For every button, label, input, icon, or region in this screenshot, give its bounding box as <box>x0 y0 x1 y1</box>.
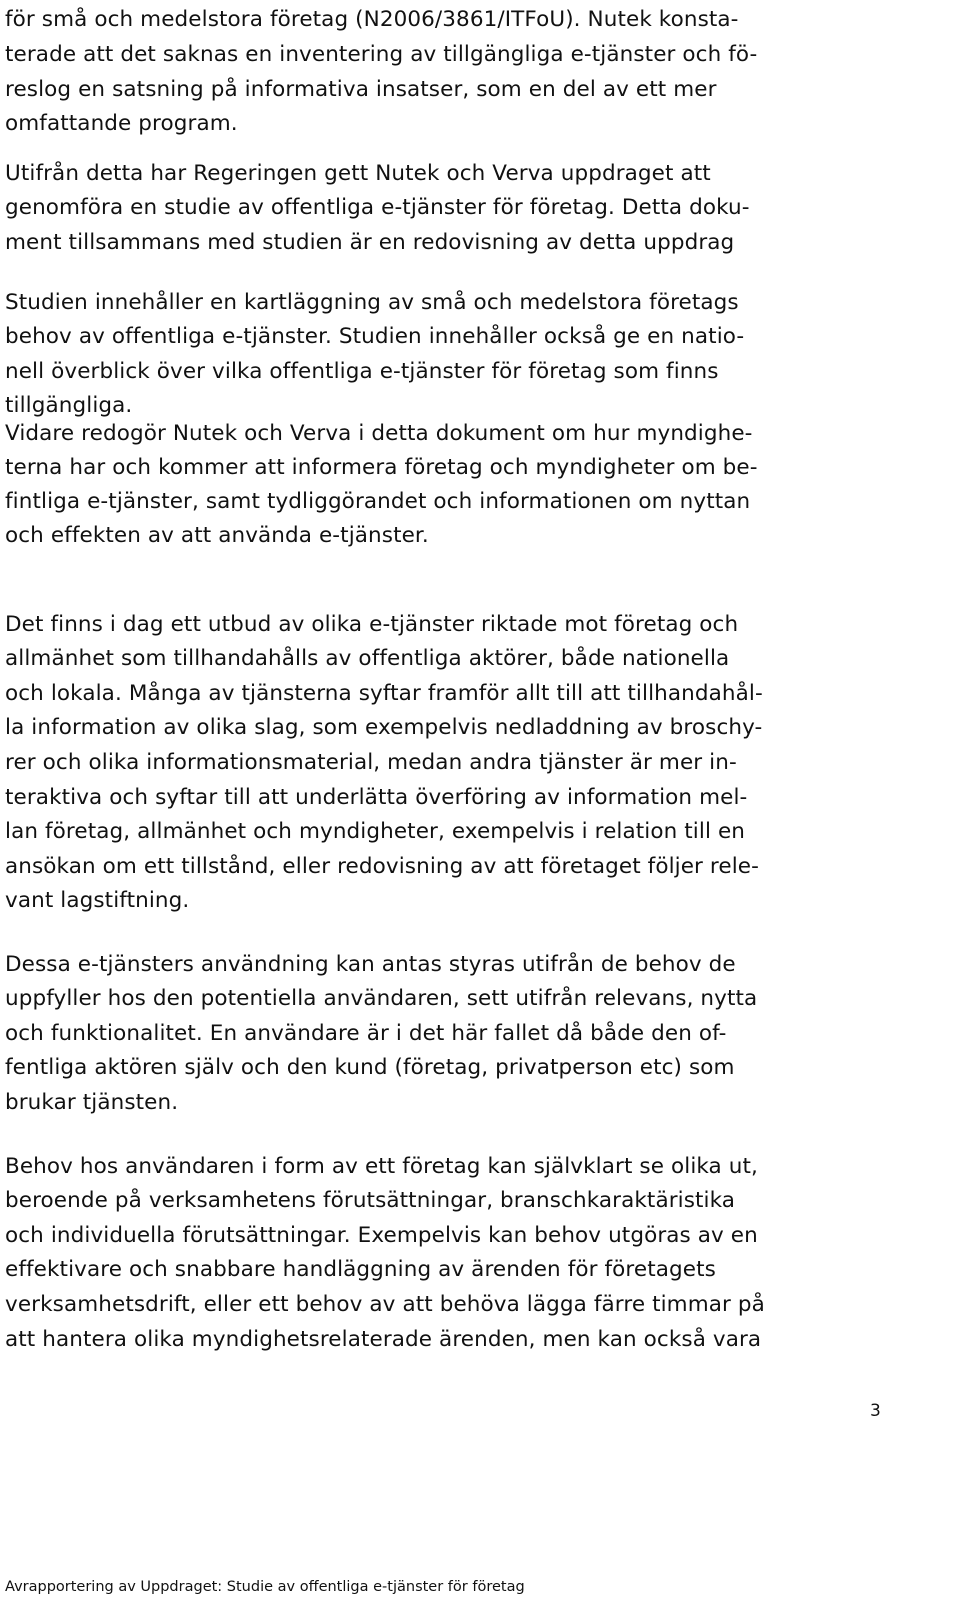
paragraph-3-line-2: behov av offentliga e-tjänster. Studien innehåller också ge en natio- <box>5 324 745 349</box>
paragraph-5-line-9: vant lagstiftning. <box>5 888 190 913</box>
paragraph-7-line-6: att hantera olika myndighetsrelaterade ärenden, men kan också vara <box>5 1327 762 1352</box>
paragraph-5-line-3: och lokala. Många av tjänsterna syftar framför allt till att tillhandahål- <box>5 681 763 706</box>
paragraph-6-line-3: och funktionalitet. En användare är i det här fallet då både den of- <box>5 1021 727 1046</box>
paragraph-4-line-1: Vidare redogör Nutek och Verva i detta dokument om hur myndighe- <box>5 421 753 446</box>
paragraph-1-line-4: omfattande program. <box>5 111 238 136</box>
paragraph-5-line-7: lan företag, allmänhet och myndigheter, exempelvis i relation till en <box>5 819 746 844</box>
paragraph-7-line-4: effektivare och snabbare handläggning av ärenden för företagets <box>5 1257 716 1282</box>
paragraph-5-line-2: allmänhet som tillhandahålls av offentliga aktörer, både nationella <box>5 646 730 671</box>
paragraph-6-line-1: Dessa e-tjänsters användning kan antas styras utifrån de behov de <box>5 952 736 977</box>
paragraph-4-line-2: terna har och kommer att informera företag och myndigheter om be- <box>5 455 758 480</box>
paragraph-7-line-3: och individuella förutsättningar. Exempelvis kan behov utgöras av en <box>5 1223 758 1248</box>
paragraph-4-line-4: och effekten av att använda e-tjänster. <box>5 523 429 548</box>
paragraph-3-line-1: Studien innehåller en kartläggning av små och medelstora företags <box>5 290 739 315</box>
paragraph-6-line-2: uppfyller hos den potentiella användaren, sett utifrån relevans, nytta <box>5 986 758 1011</box>
page-number: 3 <box>870 1401 881 1421</box>
paragraph-2-line-2: genomföra en studie av offentliga e-tjänster för företag. Detta doku- <box>5 195 750 220</box>
paragraph-5-line-5: rer och olika informationsmaterial, medan andra tjänster är mer in- <box>5 750 737 775</box>
paragraph-2-line-1: Utifrån detta har Regeringen gett Nutek och Verva uppdraget att <box>5 161 711 186</box>
paragraph-4-line-3: fintliga e-tjänster, samt tydliggörandet och informationen om nyttan <box>5 489 751 514</box>
paragraph-7-line-1: Behov hos användaren i form av ett företag kan självklart se olika ut, <box>5 1154 758 1179</box>
paragraph-6-line-4: fentliga aktören själv och den kund (företag, privatperson etc) som <box>5 1055 735 1080</box>
paragraph-7-line-5: verksamhetsdrift, eller ett behov av att behöva lägga färre timmar på <box>5 1292 765 1317</box>
paragraph-7-line-2: beroende på verksamhetens förutsättningar, branschkaraktäristika <box>5 1188 736 1213</box>
paragraph-1-line-2: terade att det saknas en inventering av tillgängliga e-tjänster och fö- <box>5 42 758 67</box>
paragraph-5-line-1: Det finns i dag ett utbud av olika e-tjänster riktade mot företag och <box>5 612 739 637</box>
paragraph-3-line-3: nell överblick över vilka offentliga e-tjänster för företag som finns <box>5 359 719 384</box>
paragraph-1-line-3: reslog en satsning på informativa insatser, som en del av ett mer <box>5 77 717 102</box>
paragraph-5-line-4: la information av olika slag, som exempelvis nedladdning av broschy- <box>5 715 763 740</box>
paragraph-3-line-4: tillgängliga. <box>5 393 133 418</box>
paragraph-1-line-1: för små och medelstora företag (N2006/3861/ITFoU). Nutek konsta- <box>5 7 739 32</box>
page-footer: Avrapportering av Uppdraget: Studie av offentliga e-tjänster för företag <box>5 1579 525 1595</box>
paragraph-6-line-5: brukar tjänsten. <box>5 1090 179 1115</box>
paragraph-5-line-6: teraktiva och syftar till att underlätta överföring av information mel- <box>5 785 748 810</box>
paragraph-2-line-3: ment tillsammans med studien är en redovisning av detta uppdrag <box>5 230 735 255</box>
paragraph-5-line-8: ansökan om ett tillstånd, eller redovisning av att företaget följer rele- <box>5 854 759 879</box>
